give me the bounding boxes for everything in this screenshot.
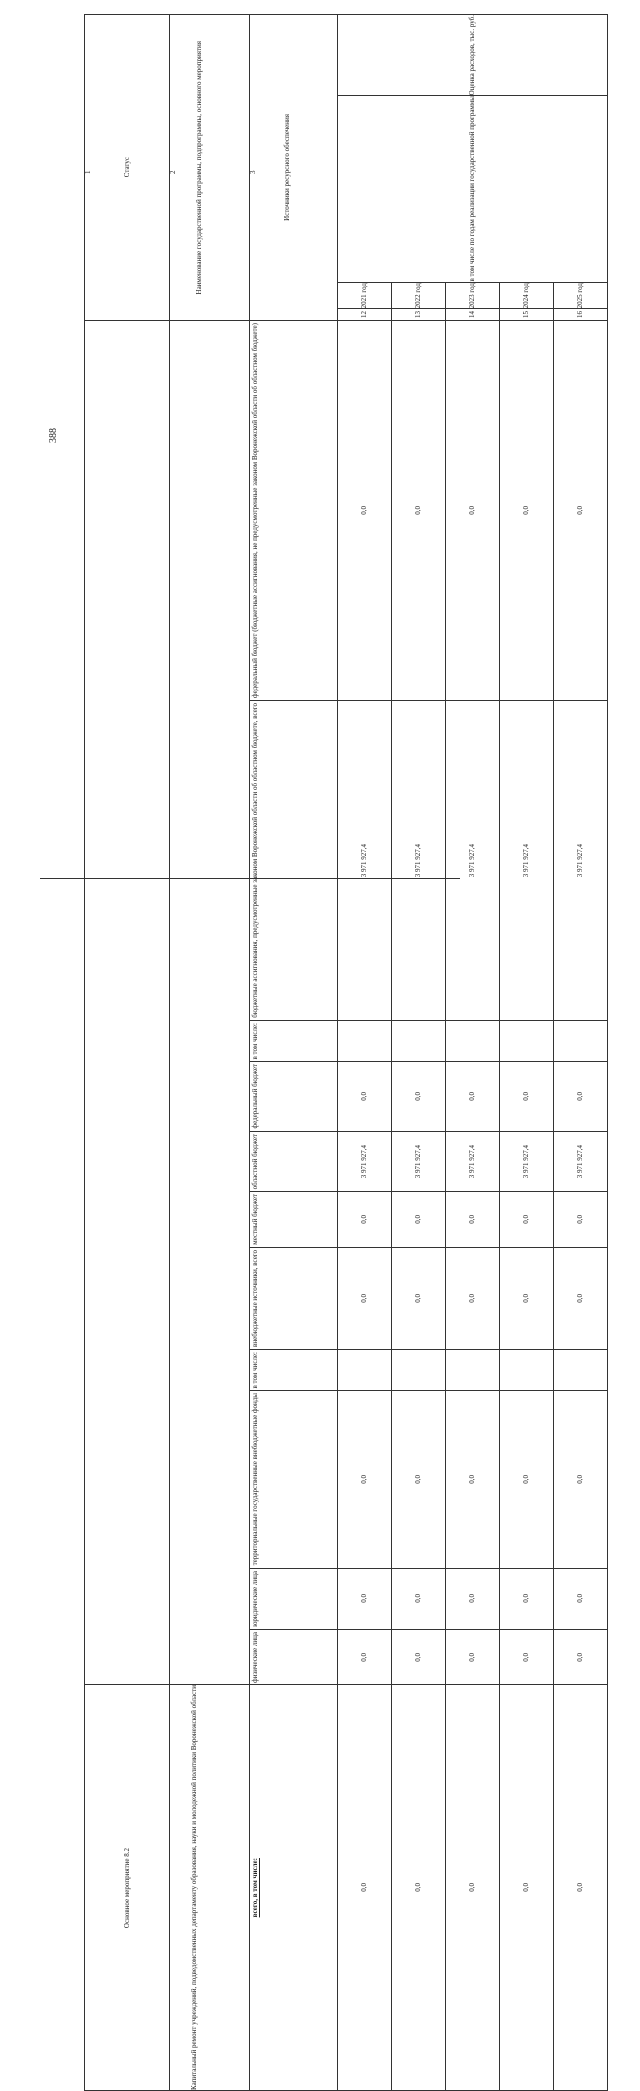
source-cell: в том числе: [250,1020,338,1062]
measure-row [85,1685,608,2091]
resource-table [84,14,608,2091]
value-cell: 0,0 [338,1391,392,1568]
value-cell [338,1349,392,1391]
value-cell: 0,0 [392,1247,446,1349]
value-cell: 0,0 [446,1568,500,1629]
col-number-overlay [84,166,337,178]
value-cell: 0,0 [446,1192,500,1248]
value-cell: 0,0 [554,1192,608,1248]
value-cell: 0,0 [446,1685,500,2091]
value-cell: 3 971 927,4 [446,701,500,1021]
header-name: Наименование государственной программы, подпрограммы, основного мероприятия [170,15,250,321]
header-year: 2024 год [500,282,554,308]
bottom-rule [40,878,460,879]
value-cell [500,1020,554,1062]
table-row [85,321,608,701]
value-cell: 0,0 [446,1629,500,1685]
value-cell: 0,0 [554,1629,608,1685]
value-cell: 0,0 [392,1568,446,1629]
source-cell: федеральный бюджет [250,1062,338,1131]
header-year: 2022 год [392,282,446,308]
value-cell: 0,0 [554,321,608,701]
header-year: 2023 год [446,282,500,308]
col-number: 15 [500,309,554,321]
value-cell: 0,0 [500,1247,554,1349]
value-cell: 0,0 [500,1062,554,1131]
value-cell: 0,0 [554,1247,608,1349]
source-cell: внебюджетные источники, всего [250,1247,338,1349]
value-cell: 3 971 927,4 [338,1131,392,1191]
value-cell [446,1020,500,1062]
value-cell: 0,0 [554,1391,608,1568]
col-number: 1 [84,170,92,174]
value-cell: 0,0 [554,1062,608,1131]
value-cell: 0,0 [338,1247,392,1349]
source-cell: местный бюджет [250,1192,338,1248]
header-status: Статус [85,15,170,321]
value-cell: 0,0 [338,1192,392,1248]
value-cell: 3 971 927,4 [554,1131,608,1191]
value-cell: 0,0 [338,1629,392,1685]
value-cell: 0,0 [554,1568,608,1629]
value-cell: 3 971 927,4 [338,701,392,1021]
value-cell: 0,0 [392,1391,446,1568]
value-cell: 0,0 [500,1568,554,1629]
value-cell [338,1020,392,1062]
page-number: 388 [48,428,59,443]
header-estimate: Оценка расходов, тыс. руб. [338,15,608,96]
name-cell [170,321,250,1685]
value-cell: 3 971 927,4 [392,701,446,1021]
source-cell: территориальные государственные внебюджетные фонды [250,1391,338,1568]
source-cell: бюджетные ассигнования, предусмотренные законом Воронежской области об областном бюджете, всего [250,701,338,1021]
value-cell: 0,0 [554,1685,608,2091]
value-cell: 3 971 927,4 [554,701,608,1021]
value-cell: 0,0 [500,1685,554,2091]
status-cell [85,321,170,1685]
measure-source: всего, в том числе: [250,1685,338,2091]
value-cell: 3 971 927,4 [392,1131,446,1191]
value-cell: 3 971 927,4 [446,1131,500,1191]
header-year: 2021 год [338,282,392,308]
value-cell [554,1349,608,1391]
value-cell: 0,0 [500,1629,554,1685]
header-source: Источники ресурсного обеспечения [250,15,338,321]
value-cell: 0,0 [500,1192,554,1248]
source-cell: федеральный бюджет (бюджетные ассигнования, не предусмотренные законом Воронежской области об областном бюджете) [250,321,338,701]
value-cell: 0,0 [446,1247,500,1349]
value-cell: 0,0 [446,1062,500,1131]
measure-status: Основное мероприятие 8.2 [85,1685,170,2091]
value-cell: 0,0 [338,1568,392,1629]
source-cell: физические лица [250,1629,338,1685]
value-cell: 0,0 [500,1391,554,1568]
value-cell: 0,0 [338,1685,392,2091]
value-cell: 0,0 [338,1062,392,1131]
col-number: 2 [169,170,177,174]
value-cell: 3 971 927,4 [500,1131,554,1191]
col-number: 3 [249,170,257,174]
value-cell: 0,0 [446,1391,500,1568]
col-number: 12 [338,309,392,321]
source-cell: областной бюджет [250,1131,338,1191]
value-cell: 0,0 [392,1062,446,1131]
value-cell: 0,0 [392,1685,446,2091]
col-number: 16 [554,309,608,321]
value-cell [392,1020,446,1062]
source-cell: юридические лица [250,1568,338,1629]
value-cell [392,1349,446,1391]
value-cell: 3 971 927,4 [500,701,554,1021]
value-cell: 0,0 [338,321,392,701]
header-by-years: в том числе по годам реализации государственной программы [338,96,608,283]
value-cell: 0,0 [446,321,500,701]
value-cell: 0,0 [392,1629,446,1685]
value-cell [500,1349,554,1391]
value-cell: 0,0 [500,321,554,701]
source-cell: в том числе: [250,1349,338,1391]
header-year: 2025 год [554,282,608,308]
col-number: 13 [392,309,446,321]
value-cell [446,1349,500,1391]
value-cell: 0,0 [392,1192,446,1248]
measure-name: Капитальный ремонт учреждений, подведомственных департаменту образования, науки и молодежной политики Воронежской области [170,1685,250,2091]
value-cell [554,1020,608,1062]
col-number: 14 [446,309,500,321]
value-cell: 0,0 [392,321,446,701]
